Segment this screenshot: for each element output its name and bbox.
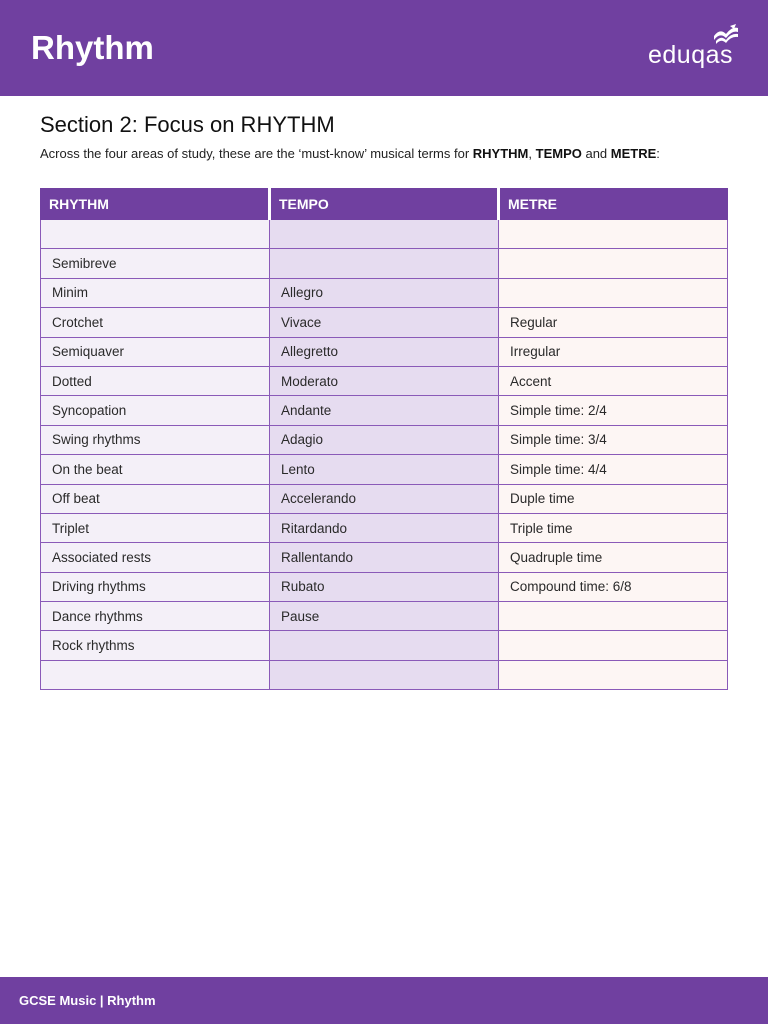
tempo-cell: Pause	[270, 602, 499, 631]
tempo-cell: Allegretto	[270, 337, 499, 366]
page-footer	[0, 977, 768, 1024]
intro-text	[40, 146, 660, 162]
tempo-cell: Rallentando	[270, 543, 499, 572]
intro-term-tempo: TEMPO	[535, 146, 582, 161]
tempo-cell: Allegro	[270, 278, 499, 307]
table-row	[41, 337, 728, 366]
rhythm-cell: Semiquaver	[41, 337, 270, 366]
column-header-metre: METRE	[499, 189, 728, 220]
rhythm-cell: Dotted	[41, 366, 270, 395]
table-row	[41, 308, 728, 337]
intro-separator: ,	[528, 146, 536, 161]
tempo-cell: Ritardando	[270, 513, 499, 542]
metre-cell: Regular	[499, 308, 728, 337]
rhythm-cell: Driving rhythms	[41, 572, 270, 601]
tempo-cell: Adagio	[270, 425, 499, 454]
tempo-cell: Moderato	[270, 366, 499, 395]
footer-separator: |	[96, 993, 108, 1008]
table-row	[41, 278, 728, 307]
footer-text	[19, 993, 156, 1009]
table-row	[41, 572, 728, 601]
footer-course: GCSE Music	[19, 993, 97, 1008]
tempo-cell: Accelerando	[270, 484, 499, 513]
metre-cell	[499, 602, 728, 631]
tempo-cell	[270, 631, 499, 660]
metre-cell: Simple time: 2/4	[499, 396, 728, 425]
metre-cell	[499, 660, 728, 689]
metre-cell: Simple time: 3/4	[499, 425, 728, 454]
metre-cell: Triple time	[499, 513, 728, 542]
table-row	[41, 602, 728, 631]
table-row	[41, 220, 728, 249]
table-row	[41, 366, 728, 395]
table-row	[41, 543, 728, 572]
metre-cell	[499, 278, 728, 307]
table-row	[41, 484, 728, 513]
page-header	[0, 0, 768, 96]
musical-terms-table	[40, 188, 728, 690]
table-row	[41, 425, 728, 454]
intro-suffix: :	[656, 146, 660, 161]
metre-cell: Accent	[499, 366, 728, 395]
rhythm-cell: Minim	[41, 278, 270, 307]
tempo-cell	[270, 660, 499, 689]
table-row	[41, 249, 728, 278]
rhythm-cell: Associated rests	[41, 543, 270, 572]
tempo-cell: Lento	[270, 455, 499, 484]
rhythm-cell: Dance rhythms	[41, 602, 270, 631]
table-row	[41, 513, 728, 542]
metre-cell	[499, 220, 728, 249]
rhythm-cell: Semibreve	[41, 249, 270, 278]
logo-text: eduqas	[648, 41, 734, 69]
metre-cell	[499, 249, 728, 278]
tempo-cell: Vivace	[270, 308, 499, 337]
header-title: Rhythm	[31, 29, 154, 66]
footer-topic: Rhythm	[107, 993, 156, 1008]
metre-cell	[499, 631, 728, 660]
table-row	[41, 455, 728, 484]
rhythm-cell: Rock rhythms	[41, 631, 270, 660]
book-icon	[712, 24, 740, 48]
rhythm-cell	[41, 220, 270, 249]
column-header-tempo: TEMPO	[270, 189, 499, 220]
table-row	[41, 660, 728, 689]
rhythm-cell: Triplet	[41, 513, 270, 542]
tempo-cell	[270, 220, 499, 249]
rhythm-cell: Crotchet	[41, 308, 270, 337]
intro-term-rhythm: RHYTHM	[472, 146, 529, 161]
table-header-row	[41, 189, 728, 220]
metre-cell: Compound time: 6/8	[499, 572, 728, 601]
metre-cell: Quadruple time	[499, 543, 728, 572]
rhythm-cell: Syncopation	[41, 396, 270, 425]
table-row	[41, 396, 728, 425]
rhythm-cell	[41, 660, 270, 689]
eduqas-logo	[646, 24, 742, 70]
metre-cell: Simple time: 4/4	[499, 455, 728, 484]
intro-term-metre: METRE	[610, 146, 657, 161]
tempo-cell: Rubato	[270, 572, 499, 601]
rhythm-cell: On the beat	[41, 455, 270, 484]
rhythm-cell: Swing rhythms	[41, 425, 270, 454]
tempo-cell: Andante	[270, 396, 499, 425]
intro-prefix: Across the four areas of study, these are the ‘must-know’ musical terms for	[40, 146, 473, 161]
column-header-rhythm: RHYTHM	[41, 189, 270, 220]
rhythm-cell: Off beat	[41, 484, 270, 513]
intro-separator: and	[581, 146, 611, 161]
metre-cell: Duple time	[499, 484, 728, 513]
table-row	[41, 631, 728, 660]
section-title: Section 2: Focus on RHYTHM	[40, 112, 335, 137]
metre-cell: Irregular	[499, 337, 728, 366]
tempo-cell	[270, 249, 499, 278]
